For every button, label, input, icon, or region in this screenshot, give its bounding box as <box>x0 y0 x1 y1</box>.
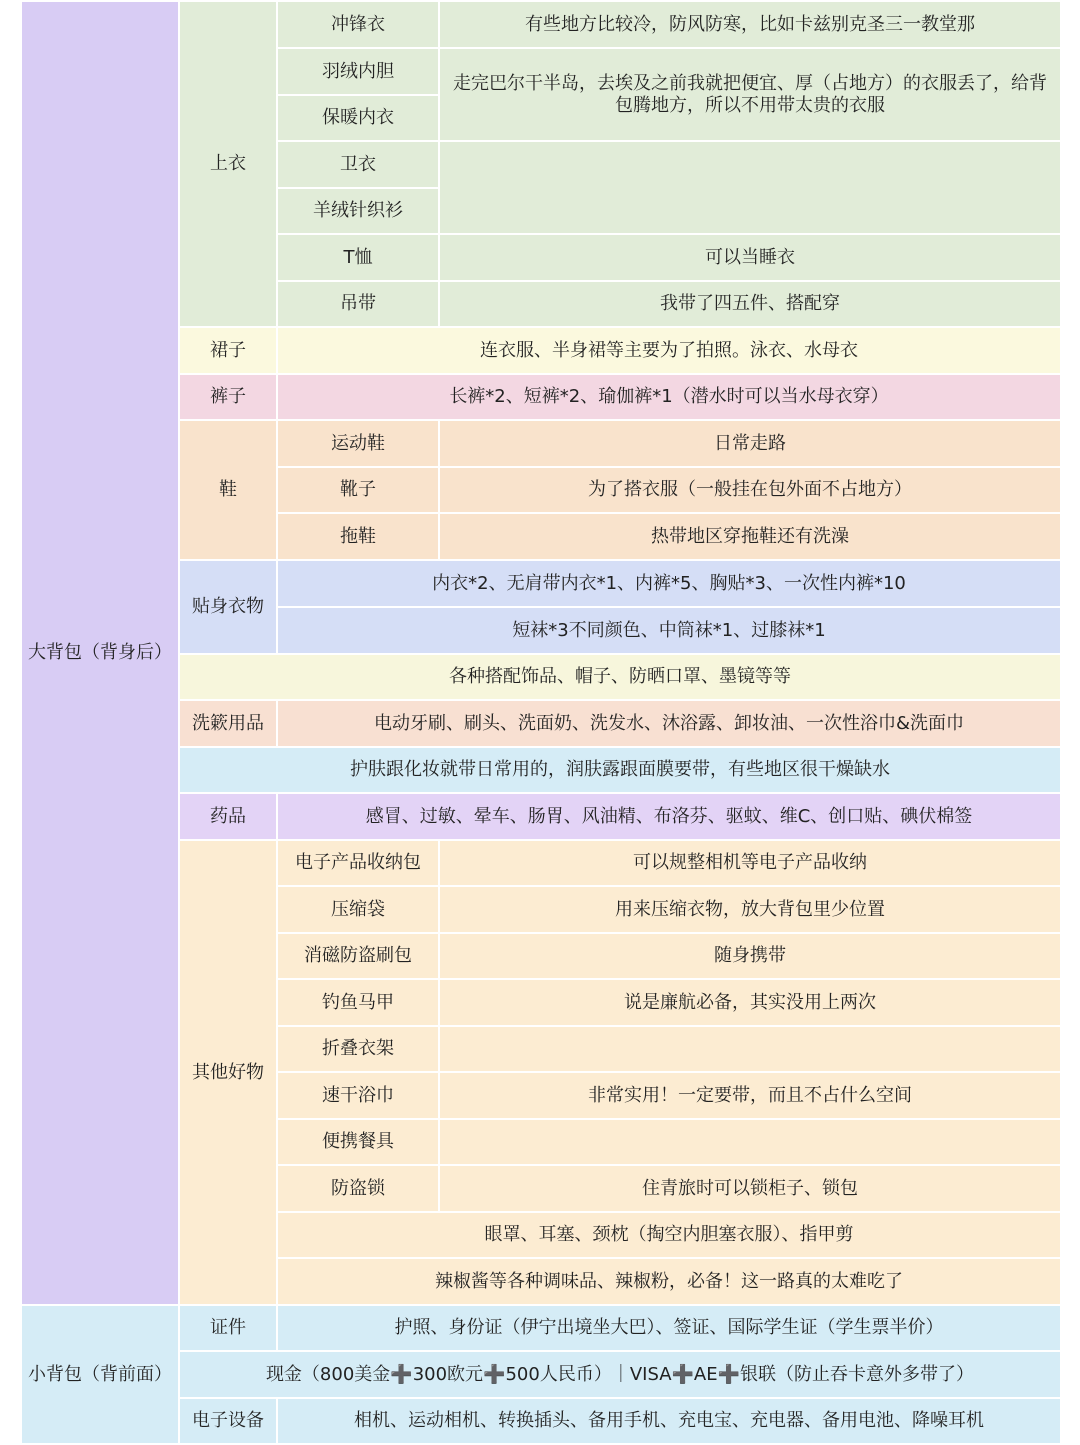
category-toiletries: 洗簌用品 <box>179 700 277 747</box>
item-name: 速干浴巾 <box>277 1072 439 1119</box>
item-name: 折叠衣架 <box>277 1026 439 1072</box>
tops-shared-note: 走完巴尔干半岛，去埃及之前我就把便宜、厚（占地方）的衣服丢了，给背包腾地方，所以不用带太贵的衣服 <box>439 48 1061 141</box>
item-name: 运动鞋 <box>277 420 439 467</box>
item-name: 卫衣 <box>277 141 439 188</box>
item-name: 冲锋衣 <box>277 1 439 48</box>
item-note: 热带地区穿拖鞋还有洗澡 <box>439 513 1061 560</box>
category-underwear: 贴身衣物 <box>179 560 277 654</box>
item-note: 非常实用！一定要带，而且不占什么空间 <box>439 1072 1061 1119</box>
small-bag-label: 小背包（背前面） <box>21 1305 179 1444</box>
pants-note: 长裤*2、短裤*2、瑜伽裤*1（潜水时可以当水母衣穿） <box>277 374 1061 420</box>
others-extra: 辣椒酱等各种调味品、辣椒粉，必备！这一路真的太难吃了 <box>277 1258 1061 1305</box>
skirt-note: 连衣服、半身裙等主要为了拍照。泳衣、水母衣 <box>277 327 1061 374</box>
item-name: 防盗锁 <box>277 1165 439 1212</box>
skincare-note: 护肤跟化妆就带日常用的，润肤露跟面膜要带，有些地区很干燥缺水 <box>179 747 1061 793</box>
item-note: 随身携带 <box>439 933 1061 979</box>
category-others: 其他好物 <box>179 840 277 1305</box>
item-name: 便携餐具 <box>277 1119 439 1165</box>
item-note: 为了搭衣服（一般挂在包外面不占地方） <box>439 467 1061 513</box>
category-documents: 证件 <box>179 1305 277 1351</box>
item-name: 电子产品收纳包 <box>277 840 439 886</box>
item-name: T恤 <box>277 234 439 281</box>
item-note: 日常走路 <box>439 420 1061 467</box>
item-note-empty <box>439 141 1061 234</box>
category-shoes: 鞋 <box>179 420 277 560</box>
toiletries-note: 电动牙刷、刷头、洗面奶、洗发水、沐浴露、卸妆油、一次性浴巾&洗面巾 <box>277 700 1061 747</box>
item-name: 拖鞋 <box>277 513 439 560</box>
category-tops: 上衣 <box>179 1 277 327</box>
category-medicine: 药品 <box>179 793 277 840</box>
big-bag-label: 大背包（背身后） <box>21 1 179 1305</box>
item-name: 羊绒针织衫 <box>277 188 439 234</box>
item-note: 我带了四五件、搭配穿 <box>439 281 1061 327</box>
item-note: 住青旅时可以锁柜子、锁包 <box>439 1165 1061 1212</box>
packing-list-table <box>20 0 1062 1445</box>
underwear-line: 内衣*2、无肩带内衣*1、内裤*5、胸贴*3、一次性内裤*10 <box>277 560 1061 607</box>
item-note: 用来压缩衣物，放大背包里少位置 <box>439 886 1061 933</box>
item-note: 可以当睡衣 <box>439 234 1061 281</box>
category-skirt: 裙子 <box>179 327 277 374</box>
item-name: 羽绒内胆 <box>277 48 439 95</box>
item-name: 靴子 <box>277 467 439 513</box>
item-note <box>439 1119 1061 1165</box>
cash-note: 现金（800美金➕300欧元➕500人民币）｜VISA➕AE➕银联（防止吞卡意外多带了） <box>179 1351 1061 1398</box>
item-note: 有些地方比较冷，防风防寒，比如卡兹别克圣三一教堂那 <box>439 1 1061 48</box>
item-note <box>439 1026 1061 1072</box>
item-name: 吊带 <box>277 281 439 327</box>
category-pants: 裤子 <box>179 374 277 420</box>
medicine-note: 感冒、过敏、晕车、肠胃、风油精、布洛芬、驱蚊、维C、创口贴、碘伏棉签 <box>277 793 1061 840</box>
category-electronics: 电子设备 <box>179 1398 277 1444</box>
item-name: 保暖内衣 <box>277 95 439 141</box>
accessories-note: 各种搭配饰品、帽子、防晒口罩、墨镜等等 <box>179 654 1061 700</box>
underwear-line: 短袜*3不同颜色、中筒袜*1、过膝袜*1 <box>277 607 1061 654</box>
item-note: 可以规整相机等电子产品收纳 <box>439 840 1061 886</box>
others-extra: 眼罩、耳塞、颈枕（掏空内胆塞衣服）、指甲剪 <box>277 1212 1061 1258</box>
item-name: 消磁防盗刷包 <box>277 933 439 979</box>
item-name: 钓鱼马甲 <box>277 979 439 1026</box>
item-note: 说是廉航必备，其实没用上两次 <box>439 979 1061 1026</box>
item-name: 压缩袋 <box>277 886 439 933</box>
electronics-note: 相机、运动相机、转换插头、备用手机、充电宝、充电器、备用电池、降噪耳机 <box>277 1398 1061 1444</box>
documents-note: 护照、身份证（伊宁出境坐大巴）、签证、国际学生证（学生票半价） <box>277 1305 1061 1351</box>
